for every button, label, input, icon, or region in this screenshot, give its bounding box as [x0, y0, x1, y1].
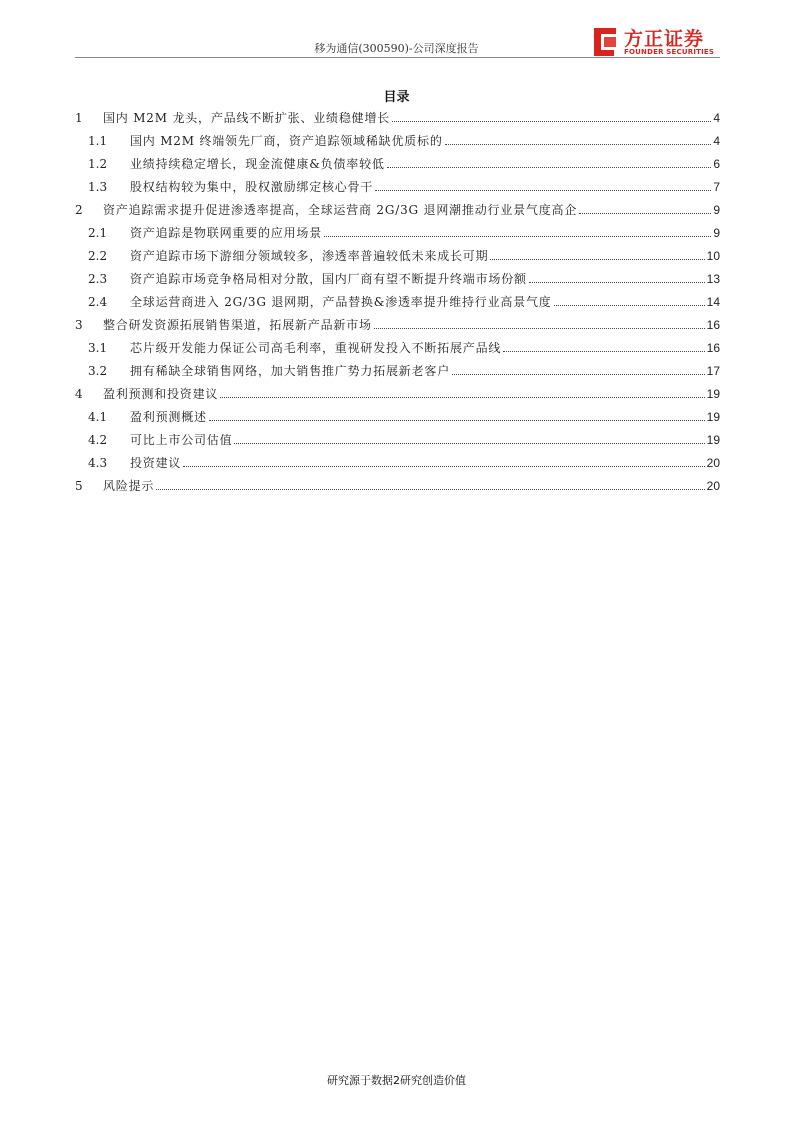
toc-entry-page[interactable]: 20 — [706, 478, 720, 493]
toc-dot-leader — [554, 305, 705, 306]
toc-entry-page[interactable]: 9 — [713, 202, 720, 217]
toc-entry-label[interactable]: 盈利预测概述 — [130, 410, 207, 424]
toc-entry[interactable] — [75, 382, 720, 405]
toc-entry-number: 2.2 — [88, 248, 108, 263]
toc-entry-page[interactable]: 7 — [713, 179, 720, 194]
report-header-title: 移为通信(300590)-公司深度报告 — [314, 42, 479, 55]
toc-entry-number: 1 — [75, 110, 83, 125]
toc-entry-page[interactable]: 19 — [706, 386, 720, 401]
founder-logo-icon — [590, 24, 620, 56]
toc-entry-number: 2 — [75, 202, 83, 217]
toc-entry[interactable] — [75, 129, 720, 152]
toc-entry-label[interactable]: 整合研发资源拓展销售渠道，拓展新产品新市场 — [103, 318, 372, 332]
toc-dot-leader — [374, 328, 705, 329]
toc-entry-page[interactable]: 9 — [713, 225, 720, 240]
toc-entry[interactable] — [75, 290, 720, 313]
toc-entry-number: 1.2 — [88, 156, 108, 171]
toc-entry-label[interactable]: 国内 M2M 龙头，产品线不断扩张、业绩稳健增长 — [103, 111, 391, 125]
toc-entry-page[interactable]: 4 — [713, 133, 720, 148]
toc-entry-number: 5 — [75, 478, 83, 493]
toc-entry-number: 4.1 — [88, 409, 108, 424]
toc-entry-label[interactable]: 资产追踪需求提升促进渗透率提高，全球运营商 2G/3G 退网潮推动行业景气度高企 — [103, 203, 578, 217]
toc-entry-label[interactable]: 拥有稀缺全球销售网络，加大销售推广势力拓展新老客户 — [130, 364, 451, 378]
toc-entry-number: 4 — [75, 386, 83, 401]
toc-entry-label[interactable]: 全球运营商进入 2G/3G 退网期，产品替换&渗透率提升维持行业高景气度 — [130, 295, 552, 309]
toc-entry-label[interactable]: 国内 M2M 终端领先厂商，资产追踪领域稀缺优质标的 — [130, 134, 443, 148]
toc-entry-page[interactable]: 19 — [706, 409, 720, 424]
toc-entry-label[interactable]: 可比上市公司估值 — [130, 433, 233, 447]
toc-dot-leader — [503, 351, 704, 352]
toc-entry-label[interactable]: 资产追踪市场下游细分领域较多，渗透率普遍较低未来成长可期 — [130, 249, 489, 263]
founder-securities-logo — [590, 22, 720, 60]
toc-entry-number: 2.4 — [88, 294, 108, 309]
toc-dot-leader — [183, 466, 704, 467]
toc-entry-label[interactable]: 风险提示 — [103, 479, 155, 493]
toc-entry[interactable] — [75, 267, 720, 290]
toc-entry-page[interactable]: 20 — [706, 455, 720, 470]
toc-entry-number: 3 — [75, 317, 83, 332]
toc-dot-leader — [392, 121, 711, 122]
toc-entry-page[interactable]: 19 — [706, 432, 720, 447]
toc-title: 目录 — [383, 90, 410, 105]
toc-entry-page[interactable]: 10 — [706, 248, 720, 263]
toc-entry-page[interactable]: 13 — [706, 271, 720, 286]
toc-entry-page[interactable]: 17 — [706, 363, 720, 378]
toc-dot-leader — [529, 282, 705, 283]
toc-entry-label[interactable]: 资产追踪市场竞争格局相对分散，国内厂商有望不断提升终端市场份额 — [130, 272, 527, 286]
toc-entry[interactable] — [75, 474, 720, 497]
toc-entry[interactable] — [75, 175, 720, 198]
toc-entry-number: 3.2 — [88, 363, 108, 378]
toc-entry-number: 4.2 — [88, 432, 108, 447]
toc-entry-page[interactable]: 16 — [706, 340, 720, 355]
logo-chinese-name: 方正证券 — [624, 28, 705, 50]
toc-dot-leader — [445, 144, 712, 145]
toc-dot-leader — [490, 259, 704, 260]
toc-entry-label[interactable]: 盈利预测和投资建议 — [103, 387, 219, 401]
toc-entry-page[interactable]: 16 — [706, 317, 720, 332]
toc-entry[interactable] — [75, 244, 720, 267]
page-footer: 研究源于数据2研究创造价值 — [327, 1074, 466, 1087]
toc-dot-leader — [156, 489, 704, 490]
toc-entry[interactable] — [75, 152, 720, 175]
toc-entry-label[interactable]: 投资建议 — [130, 456, 182, 470]
toc-entry-number: 3.1 — [88, 340, 108, 355]
logo-english-name: FOUNDER SECURITIES — [624, 48, 715, 56]
toc-dot-leader — [579, 213, 711, 214]
toc-entry-label[interactable]: 芯片级开发能力保证公司高毛利率，重视研发投入不断拓展产品线 — [130, 341, 502, 355]
table-of-contents — [75, 106, 720, 497]
toc-entry[interactable] — [75, 451, 720, 474]
toc-entry[interactable] — [75, 313, 720, 336]
toc-dot-leader — [387, 167, 712, 168]
toc-entry-number: 4.3 — [88, 455, 108, 470]
toc-entry[interactable] — [75, 359, 720, 382]
toc-entry[interactable] — [75, 221, 720, 244]
toc-entry-number: 2.1 — [88, 225, 108, 240]
toc-entry-page[interactable]: 14 — [706, 294, 720, 309]
toc-entry-label[interactable]: 股权结构较为集中，股权激励绑定核心骨干 — [130, 180, 374, 194]
toc-dot-leader — [209, 420, 705, 421]
toc-dot-leader — [452, 374, 705, 375]
toc-entry-number: 1.1 — [88, 133, 108, 148]
toc-entry[interactable] — [75, 405, 720, 428]
toc-entry-label[interactable]: 业绩持续稳定增长，现金流健康&负债率较低 — [130, 157, 385, 171]
toc-dot-leader — [220, 397, 704, 398]
toc-dot-leader — [324, 236, 711, 237]
toc-entry-page[interactable]: 6 — [713, 156, 720, 171]
toc-entry[interactable] — [75, 198, 720, 221]
toc-entry-page[interactable]: 4 — [713, 110, 720, 125]
toc-entry-number: 2.3 — [88, 271, 108, 286]
toc-dot-leader — [375, 190, 711, 191]
toc-entry-label[interactable]: 资产追踪是物联网重要的应用场景 — [130, 226, 323, 240]
toc-entry[interactable] — [75, 336, 720, 359]
toc-dot-leader — [234, 443, 704, 444]
toc-entry[interactable] — [75, 106, 720, 129]
toc-entry-number: 1.3 — [88, 179, 108, 194]
toc-entry[interactable] — [75, 428, 720, 451]
